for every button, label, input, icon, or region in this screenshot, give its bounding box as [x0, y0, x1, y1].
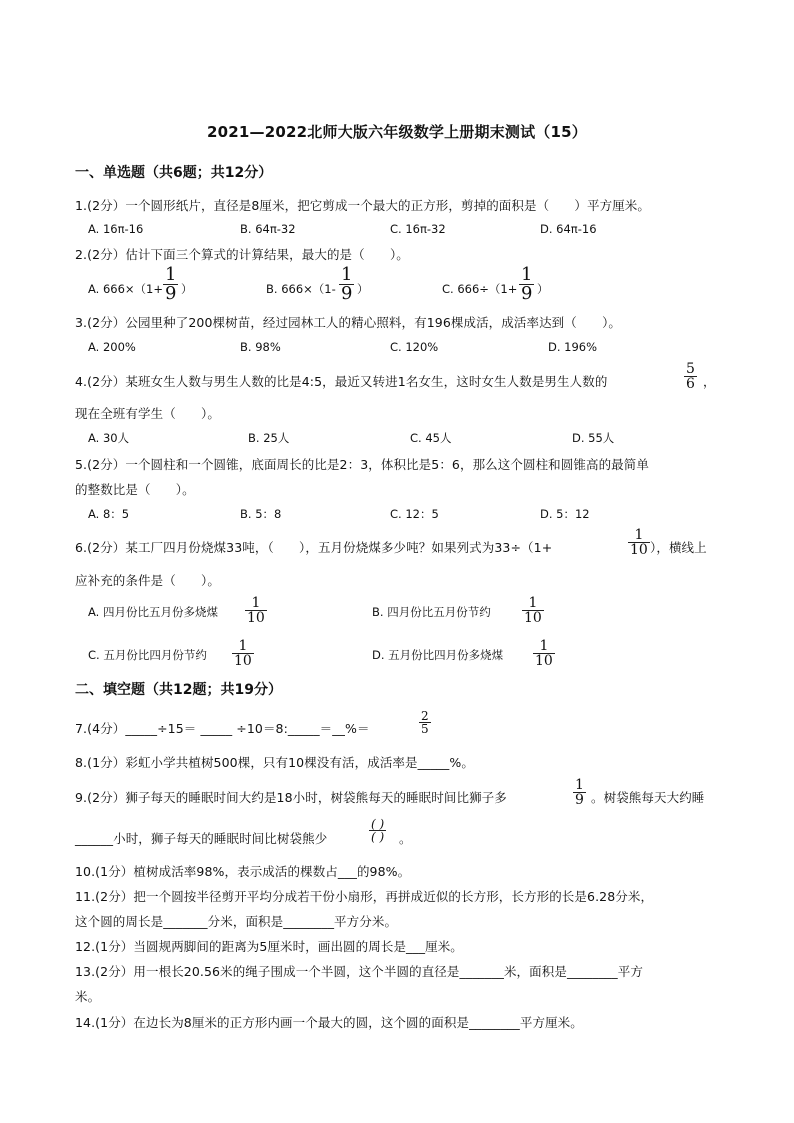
- q2-b-close: ）: [357, 282, 369, 296]
- question-7: 7.(4分）_____÷15＝ _____ ÷10＝8:_____＝__%＝: [75, 721, 370, 736]
- q6-option-a[interactable]: A. 四月份比五月份多烧煤: [88, 605, 218, 619]
- q1-option-a[interactable]: A. 16π-16: [88, 222, 144, 236]
- q4-option-c[interactable]: C. 45人: [410, 431, 452, 445]
- q2-option-a[interactable]: A. 666×（1+: [88, 282, 164, 296]
- question-9-line2: ______小时，狮子每天的睡眠时间比树袋熊少: [75, 831, 328, 846]
- q3-option-b[interactable]: B. 98%: [240, 340, 281, 354]
- question-8: 8.(1分）彩虹小学共植树500棵，只有10棵没有活，成活率是_____%。: [75, 755, 474, 770]
- q2-c-close: ）: [537, 282, 549, 296]
- q4-option-b[interactable]: B. 25人: [248, 431, 290, 445]
- q2-option-c[interactable]: C. 666÷（1+: [442, 282, 518, 296]
- q6-d-fraction: $\frac{1}{10}$: [535, 638, 553, 669]
- question-4-line2: 现在全班有学生（ ）。: [75, 406, 220, 421]
- q9-fraction: $\frac{1}{9}$: [575, 777, 584, 808]
- question-2: 2.(2分）估计下面三个算式的计算结果，最大的是（ ）。: [75, 247, 409, 262]
- q6-c-fraction: $\frac{1}{10}$: [234, 638, 252, 669]
- question-13-line2: 米。: [75, 989, 101, 1004]
- question-3: 3.(2分）公园里种了200棵树苗，经过园林工人的精心照料，有196棵成活，成活率达到（ ）。: [75, 315, 622, 330]
- section-heading-fill-in: 二、填空题（共12题；共19分）: [75, 682, 282, 698]
- q9-tail2: 。: [399, 831, 412, 846]
- question-4: 4.(2分）某班女生人数与男生人数的比是4:5，最近又转进1名女生，这时女生人数是男生人数的: [75, 374, 608, 389]
- question-5: 5.(2分）一个圆柱和一个圆锥，底面周长的比是2：3，体积比是5：6，那么这个圆柱和圆锥高的最简单: [75, 457, 649, 472]
- question-12: 12.(1分）当圆规两脚间的距离为5厘米时，画出圆的周长是___厘米。: [75, 939, 463, 954]
- q2-b-fraction: $\frac{1}{9}$: [341, 264, 353, 304]
- q7-fraction: $\frac{2}{5}$: [421, 709, 429, 736]
- q1-option-b[interactable]: B. 64π-32: [240, 222, 296, 236]
- q3-option-d[interactable]: D. 196%: [548, 340, 598, 354]
- question-5-line2: 的整数比是（ ）。: [75, 482, 195, 497]
- q6-option-d[interactable]: D. 五月份比四月份多烧煤: [372, 648, 504, 662]
- q6-a-fraction: $\frac{1}{10}$: [247, 595, 265, 626]
- question-13: 13.(2分）用一根长20.56米的绳子围成一个半圆，这个半圆的直径是_______米，面积是________平方: [75, 964, 643, 979]
- q9-tail: 。树袋熊每天大约睡: [591, 790, 705, 805]
- q2-a-fraction: $\frac{1}{9}$: [165, 264, 177, 304]
- q5-option-b[interactable]: B. 5：8: [240, 507, 282, 521]
- q5-option-a[interactable]: A. 8：5: [88, 507, 130, 521]
- q4-option-a[interactable]: A. 30人: [88, 431, 130, 445]
- q1-option-c[interactable]: C. 16π-32: [390, 222, 446, 236]
- q4-tail: ，: [703, 374, 716, 389]
- q6-b-fraction: $\frac{1}{10}$: [524, 595, 542, 626]
- q3-option-a[interactable]: A. 200%: [88, 340, 136, 354]
- q2-a-close: ）: [181, 282, 193, 296]
- question-11-line2: 这个圆的周长是_______分米，面积是________平方分米。: [75, 914, 398, 929]
- question-10: 10.(1分）植树成活率98%，表示成活的棵数占___的98%。: [75, 864, 411, 879]
- q4-fraction: $\frac{5}{6}$: [686, 361, 695, 392]
- page-title: 2021—2022北师大版六年级数学上册期末测试（15）: [207, 123, 587, 141]
- q6-fraction: $\frac{1}{10}$: [630, 527, 648, 558]
- question-6: 6.(2分）某工厂四月份烧煤33吨，（ ），五月份烧煤多少吨？如果列式为33÷（1+: [75, 540, 553, 555]
- question-11: 11.(2分）把一个圆按半径剪开平均分成若干份小扇形，再拼成近似的长方形，长方形的长是6.28分米，: [75, 889, 654, 904]
- q6-option-b[interactable]: B. 四月份比五月份节约: [372, 605, 491, 619]
- q5-option-d[interactable]: D. 5：12: [540, 507, 590, 521]
- q1-option-d[interactable]: D. 64π-16: [540, 222, 597, 236]
- q2-option-b[interactable]: B. 666×（1-: [266, 282, 336, 296]
- q5-option-c[interactable]: C. 12：5: [390, 507, 439, 521]
- q2-c-fraction: $\frac{1}{9}$: [521, 264, 533, 304]
- section-heading-single-choice: 一、单选题（共6题；共12分）: [75, 165, 273, 181]
- q6-tail: ），横线上: [650, 540, 707, 555]
- q3-option-c[interactable]: C. 120%: [390, 340, 439, 354]
- question-14: 14.(1分）在边长为8厘米的正方形内画一个最大的圆，这个圆的面积是________平方厘米。: [75, 1015, 583, 1030]
- question-9: 9.(2分）狮子每天的睡眠时间大约是18小时，树袋熊每天的睡眠时间比狮子多: [75, 790, 507, 805]
- q4-option-d[interactable]: D. 55人: [572, 431, 615, 445]
- question-1: 1.(2分）一个圆形纸片，直径是8厘米，把它剪成一个最大的正方形，剪掉的面积是（ ）平方厘米。: [75, 198, 651, 213]
- q9-blank-fraction[interactable]: ( ) ( ): [371, 817, 385, 844]
- q6-option-c[interactable]: C. 五月份比四月份节约: [88, 648, 207, 662]
- question-6-line2: 应补充的条件是（ ）。: [75, 573, 220, 588]
